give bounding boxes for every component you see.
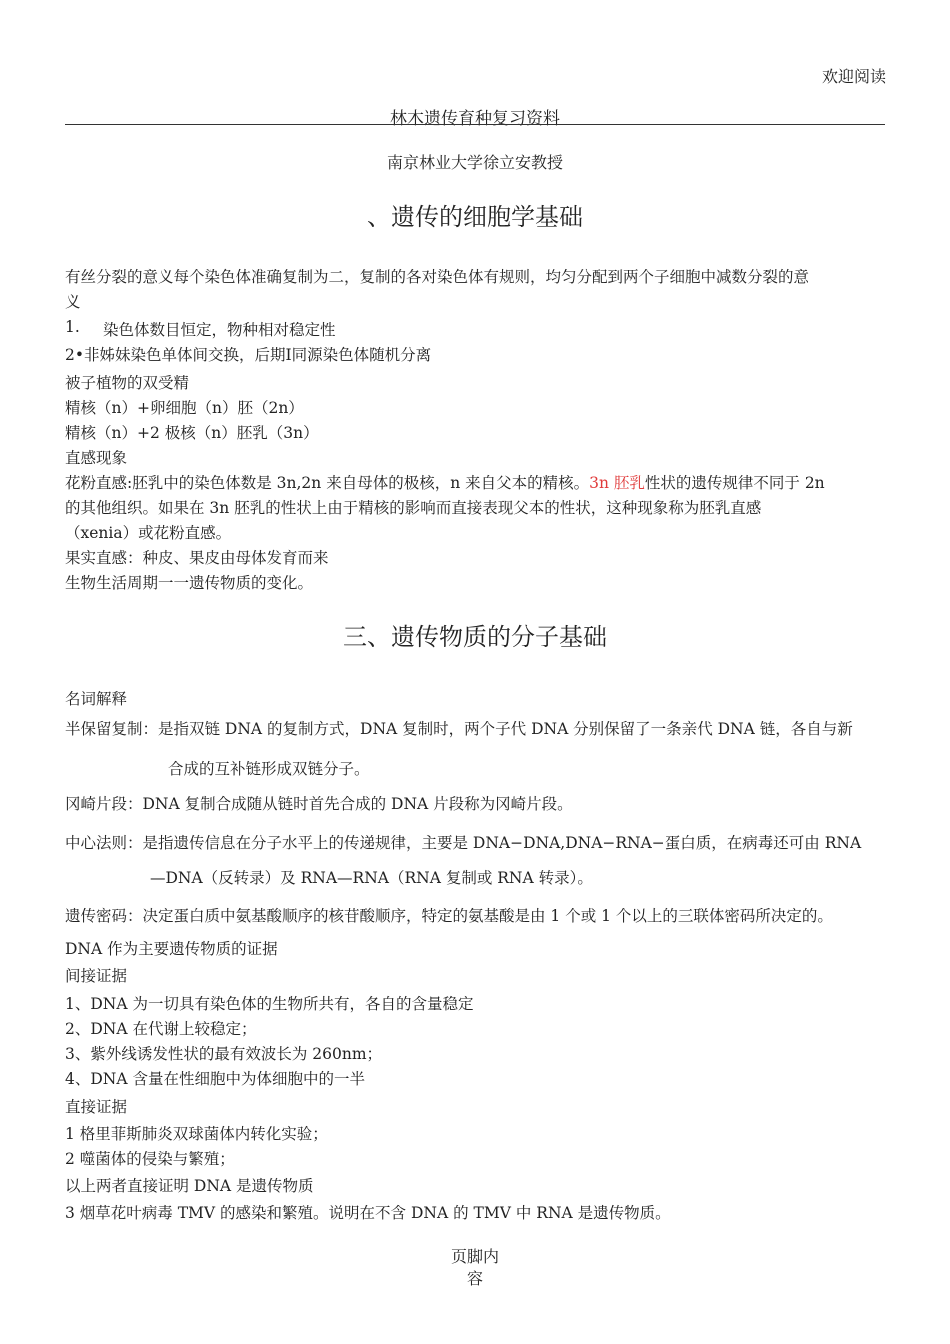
text-line: DNA 作为主要遗传物质的证据 — [65, 940, 278, 958]
list-item-number: 1. — [65, 318, 80, 336]
list-item: 2 噬菌体的侵染与繁殖； — [65, 1150, 235, 1168]
footer-line: 容 — [466, 1269, 483, 1288]
highlighted-text: 3n 胚乳 — [589, 474, 645, 492]
paragraph-line: （xenia）或花粉直感。 — [65, 524, 232, 542]
list-item: 1、DNA 为一切具有染色体的生物所共有，各自的含量稳定 — [65, 995, 474, 1013]
paragraph-line: 义 — [65, 293, 81, 311]
text-line: 直接证据 — [65, 1098, 128, 1116]
list-item: 3 烟草花叶病毒 TMV 的感染和繁殖。说明在不含 DNA 的 TMV 中 RNA 是遗传物质。 — [65, 1204, 671, 1222]
definition-line: 冈崎片段：DNA 复制合成随从链时首先合成的 DNA 片段称为冈崎片段。 — [65, 795, 573, 813]
header-divider — [65, 124, 885, 125]
text-line: 被子植物的双受精 — [65, 374, 190, 392]
text-line: 以上两者直接证明 DNA 是遗传物质 — [65, 1177, 314, 1195]
section-heading-cytology: 、遗传的细胞学基础 — [367, 203, 583, 231]
text-line: 精核（n）+卵细胞（n）胚（2n） — [65, 399, 304, 417]
definition-line: 遗传密码：决定蛋白质中氨基酸顺序的核苷酸顺序，特定的氨基酸是由 1 个或 1 个以上的三联体密码所决定的。 — [65, 907, 833, 925]
document-author: 南京林业大学徐立安教授 — [386, 153, 563, 172]
list-item: 染色体数目恒定，物种相对稳定性 — [103, 321, 336, 339]
paragraph-line: 的其他组织。如果在 3n 胚乳的性状上由于精核的影响而直接表现父本的性状，这种现象称为胚乳直感 — [65, 499, 762, 517]
list-item: 4、DNA 含量在性细胞中为体细胞中的一半 — [65, 1070, 365, 1088]
definition-line: —DNA（反转录）及 RNA—RNA（RNA 复制或 RNA 转录）。 — [150, 869, 593, 887]
document-title: 林木遗传育种复习资料 — [390, 109, 560, 129]
text-line: 名词解释 — [65, 690, 128, 708]
list-item: 2、DNA 在代谢上较稳定； — [65, 1020, 257, 1038]
xenia-paragraph-line — [65, 471, 825, 493]
text-line: 果实直感：种皮、果皮由母体发育而来 — [65, 549, 329, 567]
definition-line: 合成的互补链形成双链分子。 — [168, 760, 370, 778]
text-line: 间接证据 — [65, 967, 128, 985]
list-item: 2•非姊妹染色单体间交换，后期Ⅰ同源染色体随机分离 — [65, 346, 432, 364]
text-line: 直感现象 — [65, 449, 128, 467]
text-run: 性状的遗传规律不同于 2n — [644, 474, 825, 492]
list-item: 1 格里菲斯肺炎双球菌体内转化实验； — [65, 1125, 328, 1143]
definition-line: 半保留复制：是指双链 DNA 的复制方式，DNA 复制时，两个子代 DNA 分别保留了一条亲代 DNA 链，各自与新 — [65, 720, 853, 738]
page-footer — [0, 1246, 950, 1290]
text-run: 花粉直感:胚乳中的染色体数是 3n,2n 来自母体的极核，n 来自父本的精核。 — [65, 474, 590, 492]
text-line: 精核（n）+2 极核（n）胚乳（3n） — [65, 424, 319, 442]
text-line: 生物生活周期一一遗传物质的变化。 — [65, 574, 314, 592]
footer-line: 页脚内 — [450, 1247, 499, 1266]
list-item: 3、紫外线诱发性状的最有效波长为 260nm； — [65, 1045, 383, 1063]
definition-line: 中心法则：是指遗传信息在分子水平上的传递规律，主要是 DNA−DNA,DNA−RNA−蛋白质，在病毒还可由 RNA — [65, 834, 862, 852]
header-text: 欢迎阅读 — [821, 67, 886, 86]
section-heading-molecular: 三、遗传物质的分子基础 — [343, 623, 607, 651]
paragraph-line: 有丝分裂的意义每个染色体准确复制为二，复制的各对染色体有规则，均匀分配到两个子细胞中减数分裂的意 — [65, 268, 810, 286]
